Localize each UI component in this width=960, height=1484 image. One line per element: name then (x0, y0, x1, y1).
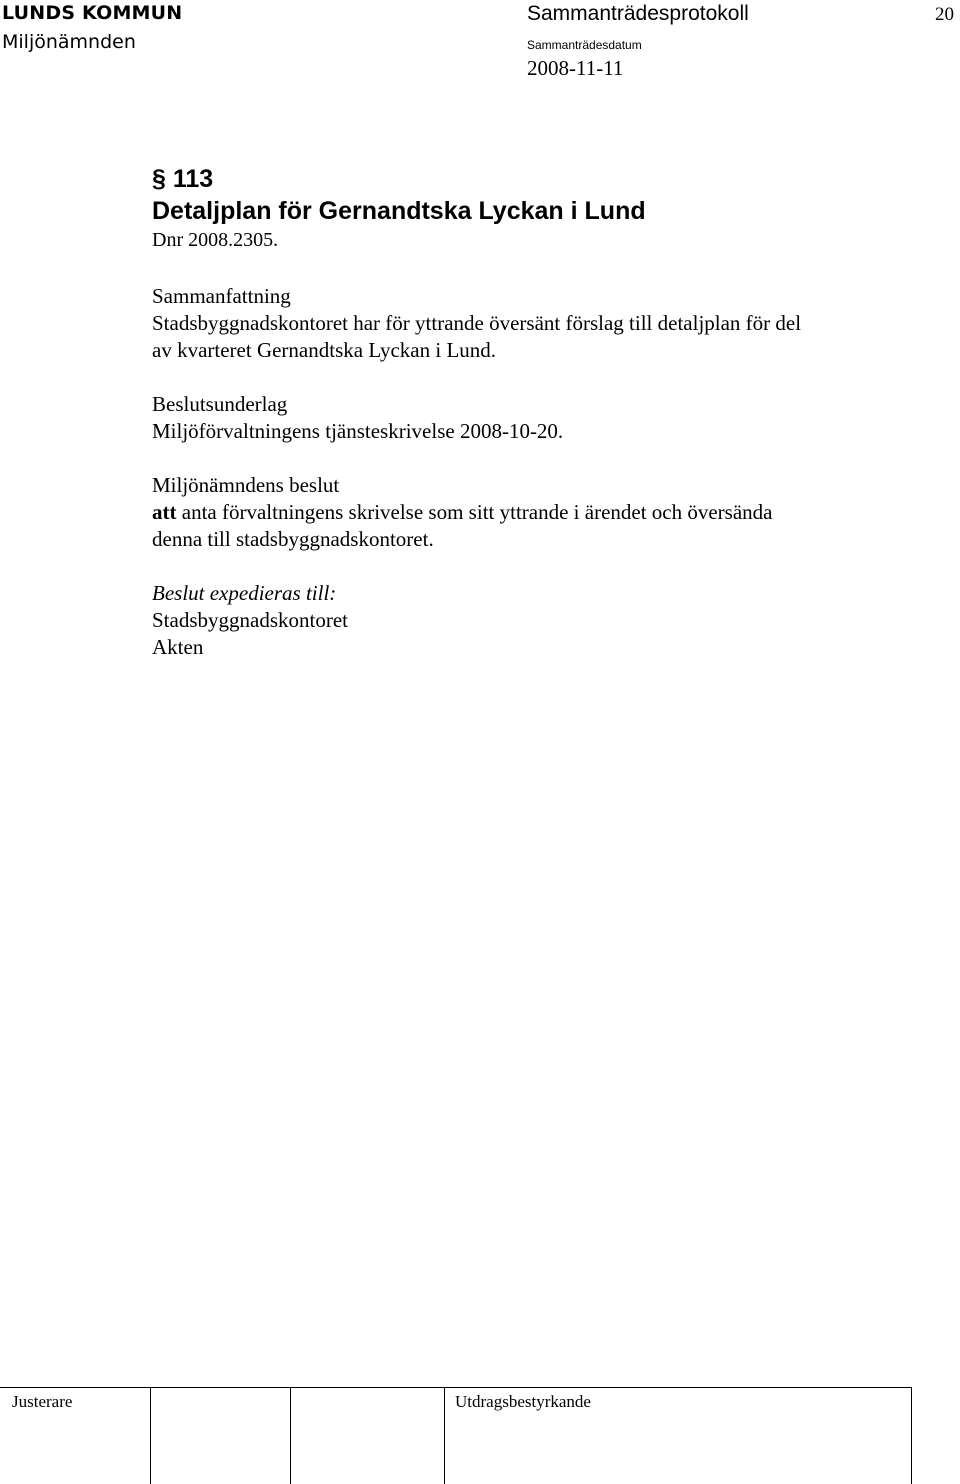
page-number: 20 (935, 4, 954, 25)
summary-heading: Sammanfattning (152, 284, 291, 308)
summary-text-line-1: Stadsbyggnadskontoret har för yttrande översänt förslag till detaljplan för del (152, 311, 802, 335)
basis-text: Miljöförvaltningens tjänsteskrivelse 2008-10-20. (152, 419, 564, 443)
basis-section (152, 391, 932, 445)
adjuster-label: Justerare (12, 1392, 73, 1411)
paragraph-number: § 113 (152, 165, 214, 193)
decision-text-rest: anta förvaltningens skrivelse som sitt yttrande i ärendet och översända (176, 500, 773, 524)
certification-label: Utdragsbestyrkande (455, 1392, 591, 1411)
registration-number: Dnr 2008.2305. (152, 229, 279, 251)
organization-name: LUNDS KOMMUN (2, 2, 183, 24)
table-divider (150, 1388, 151, 1484)
summary-text-line-2: av kvarteret Gernandtska Lyckan i Lund. (152, 338, 497, 362)
document-type: Sammanträdesprotokoll (527, 2, 749, 25)
decision-heading: Miljönämndens beslut (152, 473, 340, 497)
dispatch-heading: Beslut expedieras till: (152, 581, 337, 605)
dispatch-recipient: Akten (152, 635, 204, 659)
table-divider (444, 1388, 445, 1484)
signature-table (0, 1387, 912, 1484)
table-divider (290, 1388, 291, 1484)
decision-att-keyword: att (152, 500, 177, 524)
article-title: Detaljplan för Gernandtska Lyckan i Lund (152, 197, 646, 225)
dispatch-section (152, 580, 932, 661)
dispatch-recipient: Stadsbyggnadskontoret (152, 608, 348, 632)
summary-section (152, 283, 932, 364)
department-name: Miljönämnden (2, 31, 136, 53)
meeting-date-value: 2008-11-11 (527, 56, 624, 80)
basis-heading: Beslutsunderlag (152, 392, 288, 416)
decision-text-line-2: denna till stadsbyggnadskontoret. (152, 527, 434, 551)
decision-section (152, 472, 932, 553)
decision-text-line-1 (152, 499, 932, 526)
meeting-date-label: Sammanträdesdatum (527, 38, 642, 52)
